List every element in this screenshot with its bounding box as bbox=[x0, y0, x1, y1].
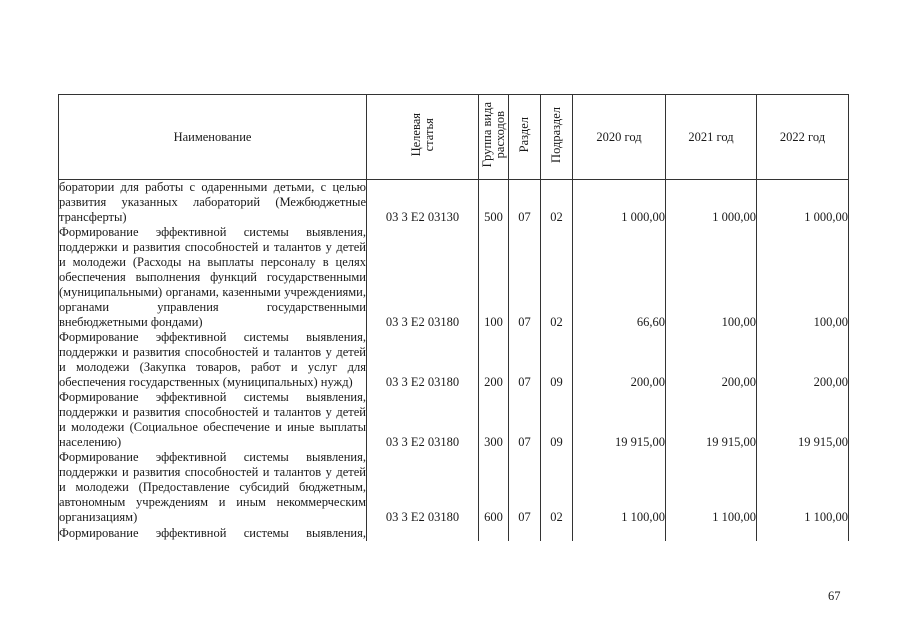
empty-cell bbox=[541, 525, 573, 541]
table-row bbox=[59, 390, 849, 450]
row-group: 500 bbox=[479, 180, 509, 226]
row-name: Формирование эффективной системы выявления, поддержки и развития способностей и талантов у детей и молодежи (Расходы на выплаты персоналу в целях обеспечения выполнения функций государственными (муниципальными) органами, казенными учреждениями, органами управления государственными внебюджетными фондами) bbox=[59, 225, 366, 329]
table-row bbox=[59, 330, 849, 390]
row-2020: 200,00 bbox=[573, 330, 666, 390]
row-name: Формирование эффективной системы выявления, bbox=[59, 526, 366, 540]
row-section: 07 bbox=[509, 330, 541, 390]
table-header-row bbox=[59, 95, 849, 180]
budget-table bbox=[58, 94, 849, 541]
empty-cell bbox=[757, 525, 849, 541]
header-2022: 2022 год bbox=[757, 95, 849, 180]
page-number: 67 bbox=[828, 589, 841, 603]
row-subsection: 02 bbox=[541, 450, 573, 525]
row-group: 600 bbox=[479, 450, 509, 525]
row-section: 07 bbox=[509, 180, 541, 226]
header-name: Наименование bbox=[59, 95, 367, 180]
header-group: Группа вида расходов bbox=[479, 95, 509, 180]
empty-cell bbox=[666, 525, 757, 541]
empty-cell bbox=[573, 525, 666, 541]
row-2022: 200,00 bbox=[757, 330, 849, 390]
row-2022: 100,00 bbox=[757, 225, 849, 330]
row-group: 300 bbox=[479, 390, 509, 450]
row-subsection: 02 bbox=[541, 225, 573, 330]
row-group: 100 bbox=[479, 225, 509, 330]
row-name: Формирование эффективной системы выявления, поддержки и развития способностей и талантов у детей и молодежи (Предоставление субсидий бюджетным, автономным учреждениям и иным некоммерческим организациям) bbox=[59, 450, 366, 524]
row-2020: 66,60 bbox=[573, 225, 666, 330]
header-section: Раздел bbox=[509, 95, 541, 180]
row-subsection: 02 bbox=[541, 180, 573, 226]
table-row bbox=[59, 225, 849, 330]
row-name: Формирование эффективной системы выявления, поддержки и развития способностей и талантов у детей и молодежи (Закупка товаров, работ и услуг для обеспечения государственных (муниципальных) нужд) bbox=[59, 330, 366, 389]
row-group: 200 bbox=[479, 330, 509, 390]
empty-cell bbox=[479, 525, 509, 541]
header-2021: 2021 год bbox=[666, 95, 757, 180]
header-subsection: Подраздел bbox=[541, 95, 573, 180]
row-section: 07 bbox=[509, 390, 541, 450]
row-section: 07 bbox=[509, 450, 541, 525]
row-2021: 19 915,00 bbox=[666, 390, 757, 450]
header-target: Целевая статья bbox=[367, 95, 479, 180]
row-target: 03 3 Е2 03180 bbox=[367, 450, 479, 525]
row-2020: 1 000,00 bbox=[573, 180, 666, 226]
row-2020: 1 100,00 bbox=[573, 450, 666, 525]
row-name: боратории для работы с одаренными детьми, с целью развития указанных лабораторий (Межбюджетные трансферты) bbox=[59, 180, 366, 224]
row-subsection: 09 bbox=[541, 330, 573, 390]
row-target: 03 3 Е2 03180 bbox=[367, 390, 479, 450]
row-target: 03 3 Е2 03180 bbox=[367, 330, 479, 390]
row-target: 03 3 Е2 03130 bbox=[367, 180, 479, 226]
table-row bbox=[59, 180, 849, 226]
row-2022: 1 100,00 bbox=[757, 450, 849, 525]
table-row-continued bbox=[59, 525, 849, 541]
row-name: Формирование эффективной системы выявления, поддержки и развития способностей и талантов у детей и молодежи (Социальное обеспечение и иные выплаты населению) bbox=[59, 390, 366, 449]
row-2022: 1 000,00 bbox=[757, 180, 849, 226]
empty-cell bbox=[509, 525, 541, 541]
empty-cell bbox=[367, 525, 479, 541]
row-target: 03 3 Е2 03180 bbox=[367, 225, 479, 330]
row-2020: 19 915,00 bbox=[573, 390, 666, 450]
row-2021: 1 000,00 bbox=[666, 180, 757, 226]
header-2020: 2020 год bbox=[573, 95, 666, 180]
row-2022: 19 915,00 bbox=[757, 390, 849, 450]
row-subsection: 09 bbox=[541, 390, 573, 450]
row-2021: 100,00 bbox=[666, 225, 757, 330]
row-2021: 1 100,00 bbox=[666, 450, 757, 525]
row-section: 07 bbox=[509, 225, 541, 330]
table-row bbox=[59, 450, 849, 525]
row-2021: 200,00 bbox=[666, 330, 757, 390]
